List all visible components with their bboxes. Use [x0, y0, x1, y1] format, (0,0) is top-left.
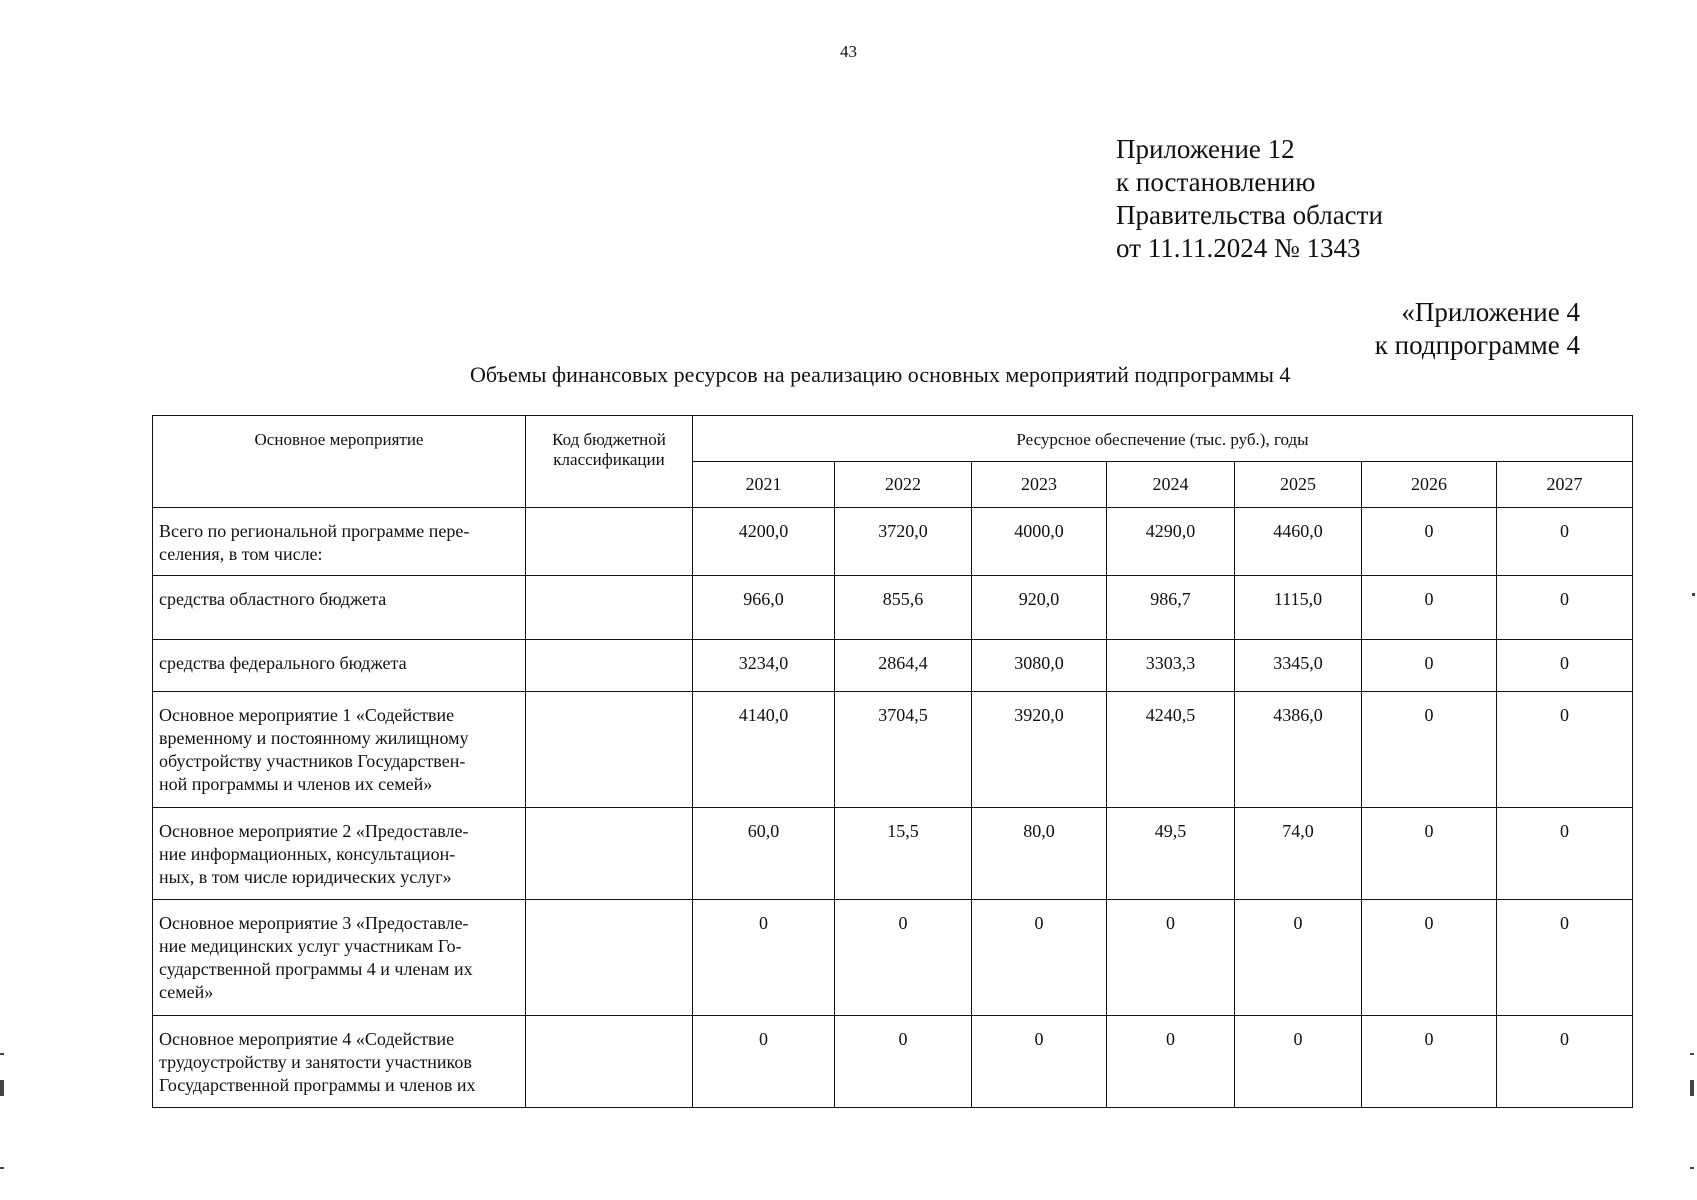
value-cell-2022: 2864,4 [835, 640, 972, 692]
activity-name-line: ние информационных, консультацион- [159, 844, 456, 864]
scan-edge-mark [1690, 1080, 1694, 1096]
value-cell-2024: 4240,5 [1107, 692, 1235, 808]
activity-name-line: Всего по региональной программе пере- [159, 521, 470, 541]
activity-name-cell [153, 640, 526, 692]
activity-name-line: Основное мероприятие 4 «Содействие [159, 1029, 455, 1049]
scan-edge-mark [1690, 1053, 1694, 1055]
value-cell-2021: 3234,0 [693, 640, 835, 692]
value-cell-2025: 74,0 [1235, 808, 1362, 900]
value-cell-2024: 0 [1107, 1016, 1235, 1108]
value-cell-2025: 0 [1235, 1016, 1362, 1108]
value-cell-2022: 0 [835, 900, 972, 1016]
header-year: 2027 [1497, 462, 1633, 508]
activity-name-line: селения, в том числе: [159, 544, 323, 564]
value-cell-2027: 0 [1497, 508, 1633, 576]
budget-code-cell [526, 900, 693, 1016]
value-cell-2027: 0 [1497, 640, 1633, 692]
activity-name-cell [153, 900, 526, 1016]
value-cell-2025: 4460,0 [1235, 508, 1362, 576]
value-cell-2022: 855,6 [835, 576, 972, 640]
budget-code-cell [526, 692, 693, 808]
value-cell-2025: 1115,0 [1235, 576, 1362, 640]
activity-name-line: ной программы и членов их семей» [159, 774, 433, 794]
value-cell-2021: 966,0 [693, 576, 835, 640]
budget-code-cell [526, 640, 693, 692]
value-cell-2025: 0 [1235, 900, 1362, 1016]
sub-appendix-line: к подпрограмме 4 [1374, 330, 1580, 360]
value-cell-2026: 0 [1362, 508, 1497, 576]
budget-code-cell [526, 808, 693, 900]
header-year: 2024 [1107, 462, 1235, 508]
activity-name-line: средства областного бюджета [159, 589, 387, 609]
appendix-line: Правительства области [1116, 200, 1383, 230]
value-cell-2023: 80,0 [972, 808, 1107, 900]
value-cell-2027: 0 [1497, 900, 1633, 1016]
value-cell-2026: 0 [1362, 640, 1497, 692]
activity-name-line: Основное мероприятие 2 «Предоставле- [159, 821, 469, 841]
activity-name-line: Основное мероприятие 1 «Содействие [159, 705, 455, 725]
value-cell-2023: 4000,0 [972, 508, 1107, 576]
value-cell-2026: 0 [1362, 692, 1497, 808]
value-cell-2024: 986,7 [1107, 576, 1235, 640]
value-cell-2021: 60,0 [693, 808, 835, 900]
activity-name-cell [153, 808, 526, 900]
value-cell-2021: 4140,0 [693, 692, 835, 808]
value-cell-2021: 0 [693, 900, 835, 1016]
activity-name-line: обустройству участников Государствен- [159, 751, 466, 771]
scan-edge-mark [0, 1080, 4, 1096]
value-cell-2024: 0 [1107, 900, 1235, 1016]
scan-edge-mark [1690, 1167, 1694, 1169]
header-budget-code [526, 416, 693, 508]
value-cell-2024: 3303,3 [1107, 640, 1235, 692]
activity-name-line: временному и постоянному жилищному [159, 728, 469, 748]
table-row [153, 1016, 1633, 1108]
scan-edge-mark [0, 1167, 4, 1169]
appendix-line: к постановлению [1116, 167, 1316, 197]
value-cell-2025: 3345,0 [1235, 640, 1362, 692]
header-year: 2025 [1235, 462, 1362, 508]
activity-name-line: ние медицинских услуг участникам Го- [159, 936, 462, 956]
activity-name-cell [153, 692, 526, 808]
budget-code-cell [526, 1016, 693, 1108]
value-cell-2025: 4386,0 [1235, 692, 1362, 808]
value-cell-2027: 0 [1497, 1016, 1633, 1108]
value-cell-2022: 3704,5 [835, 692, 972, 808]
activity-name-line: Основное мероприятие 3 «Предоставле- [159, 913, 469, 933]
financial-resources-table [152, 415, 1633, 1108]
value-cell-2024: 49,5 [1107, 808, 1235, 900]
document-title: Объемы финансовых ресурсов на реализацию основных мероприятий подпрограммы 4 [470, 362, 1291, 387]
value-cell-2027: 0 [1497, 692, 1633, 808]
value-cell-2021: 0 [693, 1016, 835, 1108]
header-year: 2021 [693, 462, 835, 508]
value-cell-2022: 15,5 [835, 808, 972, 900]
table-body [153, 508, 1633, 1108]
table-row [153, 508, 1633, 576]
value-cell-2024: 4290,0 [1107, 508, 1235, 576]
budget-code-cell [526, 508, 693, 576]
appendix-line: от 11.11.2024 № 1343 [1116, 233, 1361, 263]
header-year: 2023 [972, 462, 1107, 508]
activity-name-line: ных, в том числе юридических услуг» [159, 867, 452, 887]
header-year: 2022 [835, 462, 972, 508]
value-cell-2027: 0 [1497, 808, 1633, 900]
value-cell-2021: 4200,0 [693, 508, 835, 576]
activity-name-line: семей» [159, 982, 214, 1002]
value-cell-2022: 3720,0 [835, 508, 972, 576]
activity-name-cell [153, 1016, 526, 1108]
table-row [153, 692, 1633, 808]
header-year: 2026 [1362, 462, 1497, 508]
header-budget-code-line: Код бюджетной [552, 430, 666, 449]
table-row [153, 808, 1633, 900]
value-cell-2023: 0 [972, 1016, 1107, 1108]
budget-code-cell [526, 576, 693, 640]
value-cell-2023: 920,0 [972, 576, 1107, 640]
table-row [153, 900, 1633, 1016]
table-row [153, 576, 1633, 640]
value-cell-2027: 0 [1497, 576, 1633, 640]
activity-name-line: средства федерального бюджета [159, 653, 407, 673]
value-cell-2023: 3080,0 [972, 640, 1107, 692]
scan-edge-mark [1692, 593, 1695, 596]
activity-name-cell [153, 576, 526, 640]
value-cell-2022: 0 [835, 1016, 972, 1108]
activity-name-line: сударственной программы 4 и членам их [159, 959, 473, 979]
appendix-reference [1116, 133, 1383, 265]
table-row [153, 640, 1633, 692]
header-activity: Основное мероприятие [153, 416, 526, 508]
activity-name-cell [153, 508, 526, 576]
sub-appendix-line: «Приложение 4 [1401, 297, 1580, 327]
sub-appendix-reference [1375, 296, 1580, 362]
value-cell-2023: 3920,0 [972, 692, 1107, 808]
value-cell-2026: 0 [1362, 576, 1497, 640]
activity-name-line: Государственной программы и членов их [159, 1075, 476, 1095]
page-number: 43 [840, 42, 857, 61]
value-cell-2026: 0 [1362, 808, 1497, 900]
header-budget-code-line: классификации [553, 450, 665, 469]
value-cell-2026: 0 [1362, 900, 1497, 1016]
value-cell-2026: 0 [1362, 1016, 1497, 1108]
activity-name-line: трудоустройству и занятости участников [159, 1052, 472, 1072]
value-cell-2023: 0 [972, 900, 1107, 1016]
appendix-line: Приложение 12 [1116, 134, 1295, 164]
header-resources: Ресурсное обеспечение (тыс. руб.), годы [693, 416, 1633, 462]
scan-edge-mark [0, 1053, 4, 1055]
